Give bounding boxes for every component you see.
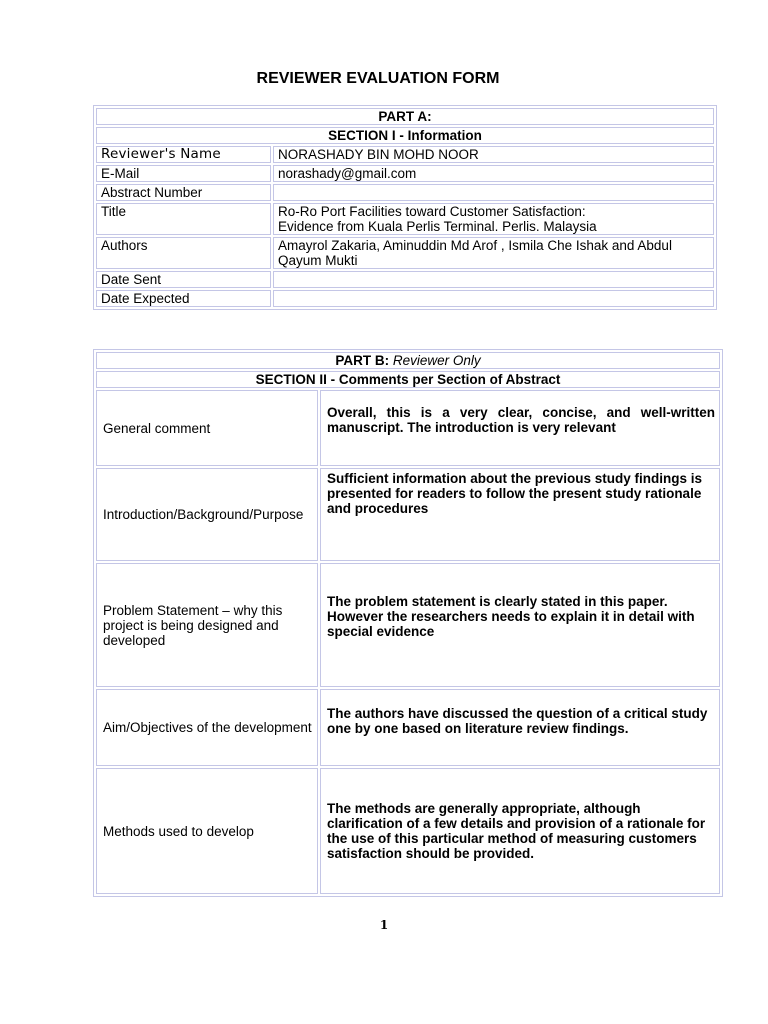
part-b-heading-label: PART B: — [335, 353, 390, 368]
email-row — [96, 165, 714, 182]
comment-answer: Sufficient information about the previous study findings is presented for readers to follow the present study rationale and procedures — [320, 468, 720, 561]
comment-question: Problem Statement – why this project is being designed and developed — [96, 563, 318, 687]
reviewer-name-label: Reviewer's Name — [96, 146, 271, 163]
comment-question: Methods used to develop — [96, 768, 318, 894]
abstract-number-row — [96, 184, 714, 201]
abstract-number-label: Abstract Number — [96, 184, 271, 201]
comment-answer: The authors have discussed the question of a critical study one by one based on literature review findings. — [320, 689, 720, 766]
comment-row — [96, 390, 720, 466]
date-expected-row — [96, 290, 714, 307]
comment-answer — [320, 390, 720, 466]
part-a-table — [93, 105, 717, 310]
part-b-heading-note: Reviewer Only — [392, 353, 481, 368]
date-sent-label: Date Sent — [96, 271, 271, 288]
part-a-heading: PART A: — [96, 108, 714, 125]
part-b-heading — [96, 352, 720, 369]
authors-row — [96, 237, 714, 269]
page-number: 1 — [379, 918, 389, 932]
comment-answer-line-1: Overall, this is a very clear, concise, and well-written — [327, 405, 715, 420]
comment-row — [96, 563, 720, 687]
date-sent-value — [273, 271, 714, 288]
comment-row — [96, 768, 720, 894]
date-sent-row — [96, 271, 714, 288]
comment-row — [96, 468, 720, 561]
comment-answer: The methods are generally appropriate, although clarification of a few details and provision of a rationale for the use of this particular method of measuring customers satisfaction should be provided. — [320, 768, 720, 894]
title-value-line-1: Ro-Ro Port Facilities toward Customer Satisfaction: — [278, 204, 586, 219]
title-row — [96, 203, 714, 235]
section-1-heading: SECTION I - Information — [96, 127, 714, 144]
date-expected-label: Date Expected — [96, 290, 271, 307]
email-label: E-Mail — [96, 165, 271, 182]
title-value-line-2: Evidence from Kuala Perlis Terminal. Perlis. Malaysia — [278, 219, 597, 234]
abstract-number-value — [273, 184, 714, 201]
authors-value-line-1: Amayrol Zakaria, Aminuddin Md Arof , Ismila Che Ishak and Abdul — [278, 238, 672, 253]
authors-value-line-2: Qayum Mukti — [278, 253, 358, 268]
comment-question: Aim/Objectives of the development — [96, 689, 318, 766]
reviewer-name-row — [96, 146, 714, 163]
email-value: norashady@gmail.com — [273, 165, 714, 182]
comment-question: General comment — [96, 390, 318, 466]
section-2-heading: SECTION II - Comments per Section of Abstract — [96, 371, 720, 388]
form-title: REVIEWER EVALUATION FORM — [256, 70, 500, 87]
authors-value — [273, 237, 714, 269]
title-label: Title — [96, 203, 271, 235]
title-value — [273, 203, 714, 235]
comment-row — [96, 689, 720, 766]
comment-question: Introduction/Background/Purpose — [96, 468, 318, 561]
comment-answer-line-2: manuscript. The introduction is very relevant — [327, 420, 616, 435]
part-b-table — [93, 349, 723, 897]
comment-answer: The problem statement is clearly stated in this paper. However the researchers needs to explain it in detail with special evidence — [320, 563, 720, 687]
reviewer-name-value: NORASHADY BIN MOHD NOOR — [273, 146, 714, 163]
date-expected-value — [273, 290, 714, 307]
authors-label: Authors — [96, 237, 271, 269]
